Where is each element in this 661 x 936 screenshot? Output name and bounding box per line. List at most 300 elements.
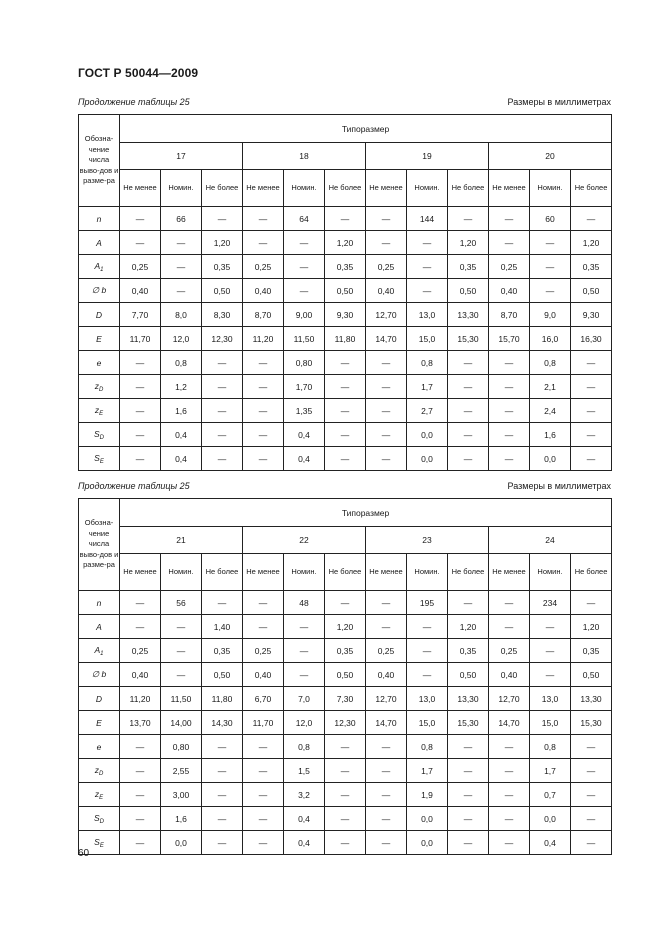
value-cell: — [243,615,284,639]
table-row [79,711,612,735]
value-cell: — [120,615,161,639]
value-cell: — [366,591,407,615]
sub-max: Не более [325,554,366,591]
param-symbol: z [94,788,100,799]
value-cell: 12,30 [202,327,243,351]
value-cell: — [448,735,489,759]
value-cell: 12,70 [489,687,530,711]
value-cell: — [284,255,325,279]
value-cell: — [571,423,612,447]
value-cell: — [243,207,284,231]
value-cell: — [407,663,448,687]
value-cell: — [243,831,284,855]
value-cell: — [571,759,612,783]
size-number: 22 [243,527,366,554]
table-row [79,615,612,639]
table-row [79,423,612,447]
value-cell: 0,40 [489,279,530,303]
value-cell: — [120,375,161,399]
param-name [79,687,120,711]
value-cell: — [366,231,407,255]
value-cell: — [448,207,489,231]
value-cell: — [448,831,489,855]
table-units: Размеры в миллиметрах [507,97,611,107]
size-label: Типоразмер [120,499,612,527]
value-cell: — [489,351,530,375]
param-name [79,735,120,759]
value-cell: 195 [407,591,448,615]
row-header-label: Обозна-чение числа выво-дов и разме-ра [79,499,120,591]
param-symbol: z [94,404,100,415]
value-cell: — [407,255,448,279]
param-subscript: 1 [100,650,104,657]
value-cell: — [202,207,243,231]
param-symbol: S [93,428,100,439]
value-cell: 13,30 [448,303,489,327]
value-cell: 0,8 [284,735,325,759]
value-cell: — [243,375,284,399]
value-cell: 1,7 [530,759,571,783]
value-cell: — [325,759,366,783]
table-row [79,207,612,231]
value-cell: 0,35 [448,255,489,279]
param-name [79,783,120,807]
value-cell: 12,30 [325,711,366,735]
value-cell: 0,80 [284,351,325,375]
value-cell: 8,0 [161,303,202,327]
value-cell: 12,70 [366,303,407,327]
value-cell: 0,4 [284,831,325,855]
value-cell: 15,0 [407,711,448,735]
value-cell: 0,0 [530,807,571,831]
table-row [79,327,612,351]
value-cell: 14,70 [366,327,407,351]
value-cell: — [161,615,202,639]
value-cell: — [489,615,530,639]
value-cell: — [243,783,284,807]
param-name [79,255,120,279]
param-subscript: 1 [100,266,104,273]
param-name [79,759,120,783]
param-name [79,639,120,663]
value-cell: — [571,351,612,375]
value-cell: — [489,447,530,471]
value-cell: 11,80 [202,687,243,711]
value-cell: 13,0 [530,687,571,711]
sub-nom: Номин. [407,170,448,207]
param-subscript: D [98,386,104,393]
param-symbol: S [94,836,100,847]
table-row [79,255,612,279]
value-cell: — [243,807,284,831]
sub-min: Не менее [489,170,530,207]
value-cell: 11,50 [284,327,325,351]
value-cell: — [120,351,161,375]
param-symbol: A [94,644,101,655]
value-cell: 1,20 [448,231,489,255]
param-symbol: ∅ b [91,285,107,295]
dimensions-table-1 [78,114,612,471]
value-cell: 13,30 [448,687,489,711]
table-row [79,663,612,687]
value-cell: — [489,807,530,831]
sub-min: Не менее [243,554,284,591]
value-cell: — [161,279,202,303]
value-cell: 0,40 [120,279,161,303]
value-cell: 0,4 [161,447,202,471]
value-cell: 13,0 [407,687,448,711]
table-units: Размеры в миллиметрах [507,481,611,491]
sub-min: Не менее [243,170,284,207]
param-symbol: D [95,309,103,320]
value-cell: 0,25 [489,639,530,663]
value-cell: 0,25 [489,255,530,279]
value-cell: 15,30 [448,711,489,735]
value-cell: 0,4 [284,807,325,831]
value-cell: — [366,399,407,423]
sub-max: Не более [325,170,366,207]
value-cell: 1,9 [407,783,448,807]
value-cell: 0,35 [325,639,366,663]
value-cell: — [489,231,530,255]
param-subscript: D [99,818,104,825]
value-cell: — [120,831,161,855]
table-row [79,783,612,807]
value-cell: — [489,423,530,447]
value-cell: — [120,759,161,783]
value-cell: — [530,231,571,255]
value-cell: — [571,783,612,807]
value-cell: 0,40 [489,663,530,687]
value-cell: 0,8 [407,351,448,375]
param-name [79,303,120,327]
param-symbol: n [96,213,102,224]
param-symbol: D [95,693,103,704]
param-name [79,447,120,471]
param-name [79,231,120,255]
value-cell: — [366,375,407,399]
param-name [79,663,120,687]
table-row [79,303,612,327]
value-cell: — [284,663,325,687]
value-cell: — [366,831,407,855]
value-cell: — [120,591,161,615]
value-cell: 0,35 [448,639,489,663]
param-name [79,591,120,615]
value-cell: — [325,447,366,471]
size-number: 21 [120,527,243,554]
sub-min: Не менее [366,554,407,591]
value-cell: 12,0 [284,711,325,735]
sub-max: Не более [202,554,243,591]
value-cell: — [284,279,325,303]
value-cell: — [120,807,161,831]
value-cell: — [120,231,161,255]
value-cell: 1,5 [284,759,325,783]
value-cell: — [489,735,530,759]
param-symbol: S [94,452,100,463]
value-cell: — [161,255,202,279]
value-cell: — [202,783,243,807]
sub-nom: Номин. [161,554,202,591]
value-cell: 0,0 [407,423,448,447]
value-cell: — [161,663,202,687]
value-cell: 16,0 [530,327,571,351]
value-cell: — [202,375,243,399]
sub-min: Не менее [120,170,161,207]
document-title: ГОСТ Р 50044—2009 [78,66,199,80]
value-cell: 2,4 [530,399,571,423]
value-cell: 14,70 [366,711,407,735]
value-cell: 7,70 [120,303,161,327]
value-cell: 14,30 [202,711,243,735]
value-cell: 12,0 [161,327,202,351]
value-cell: — [202,759,243,783]
value-cell: — [489,375,530,399]
sub-min: Не менее [489,554,530,591]
value-cell: — [243,735,284,759]
param-name [79,399,120,423]
value-cell: 0,8 [530,351,571,375]
value-cell: 0,4 [284,447,325,471]
param-name [79,279,120,303]
value-cell: 9,0 [530,303,571,327]
value-cell: — [325,807,366,831]
param-name [79,423,120,447]
param-symbol: e [96,741,102,752]
value-cell: — [325,783,366,807]
value-cell: 0,40 [366,663,407,687]
table-row [79,831,612,855]
value-cell: — [448,759,489,783]
value-cell: 0,35 [202,639,243,663]
value-cell: — [202,735,243,759]
subheader-row [79,170,612,207]
value-cell: — [366,447,407,471]
value-cell: — [366,207,407,231]
value-cell: — [489,591,530,615]
value-cell: 0,4 [284,423,325,447]
value-cell: — [243,399,284,423]
sub-nom: Номин. [407,554,448,591]
param-symbol: S [93,812,100,823]
value-cell: 9,30 [325,303,366,327]
value-cell: 1,20 [571,615,612,639]
value-cell: 66 [161,207,202,231]
value-cell: — [448,351,489,375]
value-cell: 1,20 [571,231,612,255]
value-cell: 0,0 [407,831,448,855]
size-number: 17 [120,143,243,170]
value-cell: 13,30 [571,687,612,711]
value-cell: — [571,207,612,231]
size-number: 19 [366,143,489,170]
param-symbol: A [96,237,102,248]
value-cell: 0,0 [161,831,202,855]
value-cell: — [161,639,202,663]
value-cell: 9,30 [571,303,612,327]
size-row [79,527,612,554]
value-cell: — [202,831,243,855]
value-cell: — [530,663,571,687]
value-cell: — [366,759,407,783]
value-cell: — [448,591,489,615]
value-cell: 15,0 [530,711,571,735]
sub-max: Не более [571,554,612,591]
value-cell: — [366,351,407,375]
value-cell: 48 [284,591,325,615]
value-cell: — [202,423,243,447]
param-name [79,351,120,375]
param-name [79,615,120,639]
value-cell: 0,50 [571,663,612,687]
value-cell: — [243,759,284,783]
value-cell: 144 [407,207,448,231]
value-cell: 0,25 [243,639,284,663]
value-cell: — [366,423,407,447]
param-name [79,327,120,351]
value-cell: 1,40 [202,615,243,639]
value-cell: — [202,807,243,831]
param-subscript: E [99,794,104,801]
value-cell: — [448,375,489,399]
value-cell: 0,4 [530,831,571,855]
value-cell: — [120,207,161,231]
value-cell: 0,25 [366,639,407,663]
table-row [79,759,612,783]
param-symbol: A [96,621,102,632]
sub-max: Не более [448,170,489,207]
value-cell: 0,40 [243,663,284,687]
value-cell: — [448,783,489,807]
param-symbol: e [96,357,102,368]
value-cell: 0,50 [325,663,366,687]
value-cell: 16,30 [571,327,612,351]
sub-nom: Номин. [530,554,571,591]
value-cell: — [325,831,366,855]
sub-min: Не менее [120,554,161,591]
value-cell: 0,25 [120,255,161,279]
value-cell: 0,0 [530,447,571,471]
value-cell: — [325,399,366,423]
value-cell: 1,6 [161,807,202,831]
value-cell: — [325,351,366,375]
value-cell: 0,50 [571,279,612,303]
value-cell: — [243,591,284,615]
value-cell: 3,00 [161,783,202,807]
sub-nom: Номин. [284,554,325,591]
value-cell: 13,70 [120,711,161,735]
value-cell: 2,1 [530,375,571,399]
table-row [79,351,612,375]
page-number: 60 [78,848,90,859]
value-cell: — [448,399,489,423]
param-symbol: ∅ b [91,669,107,679]
value-cell: 0,0 [407,807,448,831]
value-cell: 7,30 [325,687,366,711]
value-cell: — [243,423,284,447]
value-cell: 1,35 [284,399,325,423]
value-cell: 15,70 [489,327,530,351]
value-cell: 234 [530,591,571,615]
value-cell: 12,70 [366,687,407,711]
param-symbol: z [94,764,99,775]
value-cell: — [243,231,284,255]
value-cell: 9,00 [284,303,325,327]
value-cell: — [120,423,161,447]
table-row [79,375,612,399]
value-cell: 7,0 [284,687,325,711]
value-cell: 0,4 [161,423,202,447]
value-cell: 56 [161,591,202,615]
param-subscript: E [99,458,104,465]
value-cell: 0,35 [202,255,243,279]
value-cell: — [489,759,530,783]
value-cell: — [366,615,407,639]
value-cell: — [489,207,530,231]
value-cell: — [284,639,325,663]
value-cell: 0,8 [530,735,571,759]
value-cell: 1,7 [407,759,448,783]
value-cell: 0,40 [243,279,284,303]
size-number: 24 [489,527,612,554]
sub-max: Не более [448,554,489,591]
value-cell: 11,80 [325,327,366,351]
value-cell: 0,8 [161,351,202,375]
param-subscript: D [99,434,104,441]
sub-min: Не менее [366,170,407,207]
value-cell: — [448,423,489,447]
table-row [79,687,612,711]
value-cell: — [284,615,325,639]
param-subscript: E [99,842,104,849]
header-row [79,499,612,527]
value-cell: 6,70 [243,687,284,711]
param-name [79,807,120,831]
value-cell: 1,6 [530,423,571,447]
value-cell: — [366,735,407,759]
table-row [79,639,612,663]
value-cell: 1,70 [284,375,325,399]
value-cell: — [120,447,161,471]
value-cell: 11,20 [243,327,284,351]
value-cell: 0,80 [161,735,202,759]
table-row [79,807,612,831]
value-cell: — [325,591,366,615]
value-cell: 2,7 [407,399,448,423]
value-cell: 8,30 [202,303,243,327]
value-cell: 64 [284,207,325,231]
value-cell: 0,50 [325,279,366,303]
value-cell: 60 [530,207,571,231]
value-cell: — [120,783,161,807]
param-name [79,375,120,399]
value-cell: 1,6 [161,399,202,423]
value-cell: 0,35 [571,255,612,279]
value-cell: — [366,783,407,807]
value-cell: 0,50 [202,279,243,303]
value-cell: 1,20 [325,615,366,639]
value-cell: — [202,399,243,423]
sub-nom: Номин. [161,170,202,207]
value-cell: 11,70 [120,327,161,351]
value-cell: — [530,639,571,663]
value-cell: — [407,639,448,663]
value-cell: — [407,231,448,255]
param-subscript: E [99,410,104,417]
value-cell: — [243,447,284,471]
size-number: 20 [489,143,612,170]
